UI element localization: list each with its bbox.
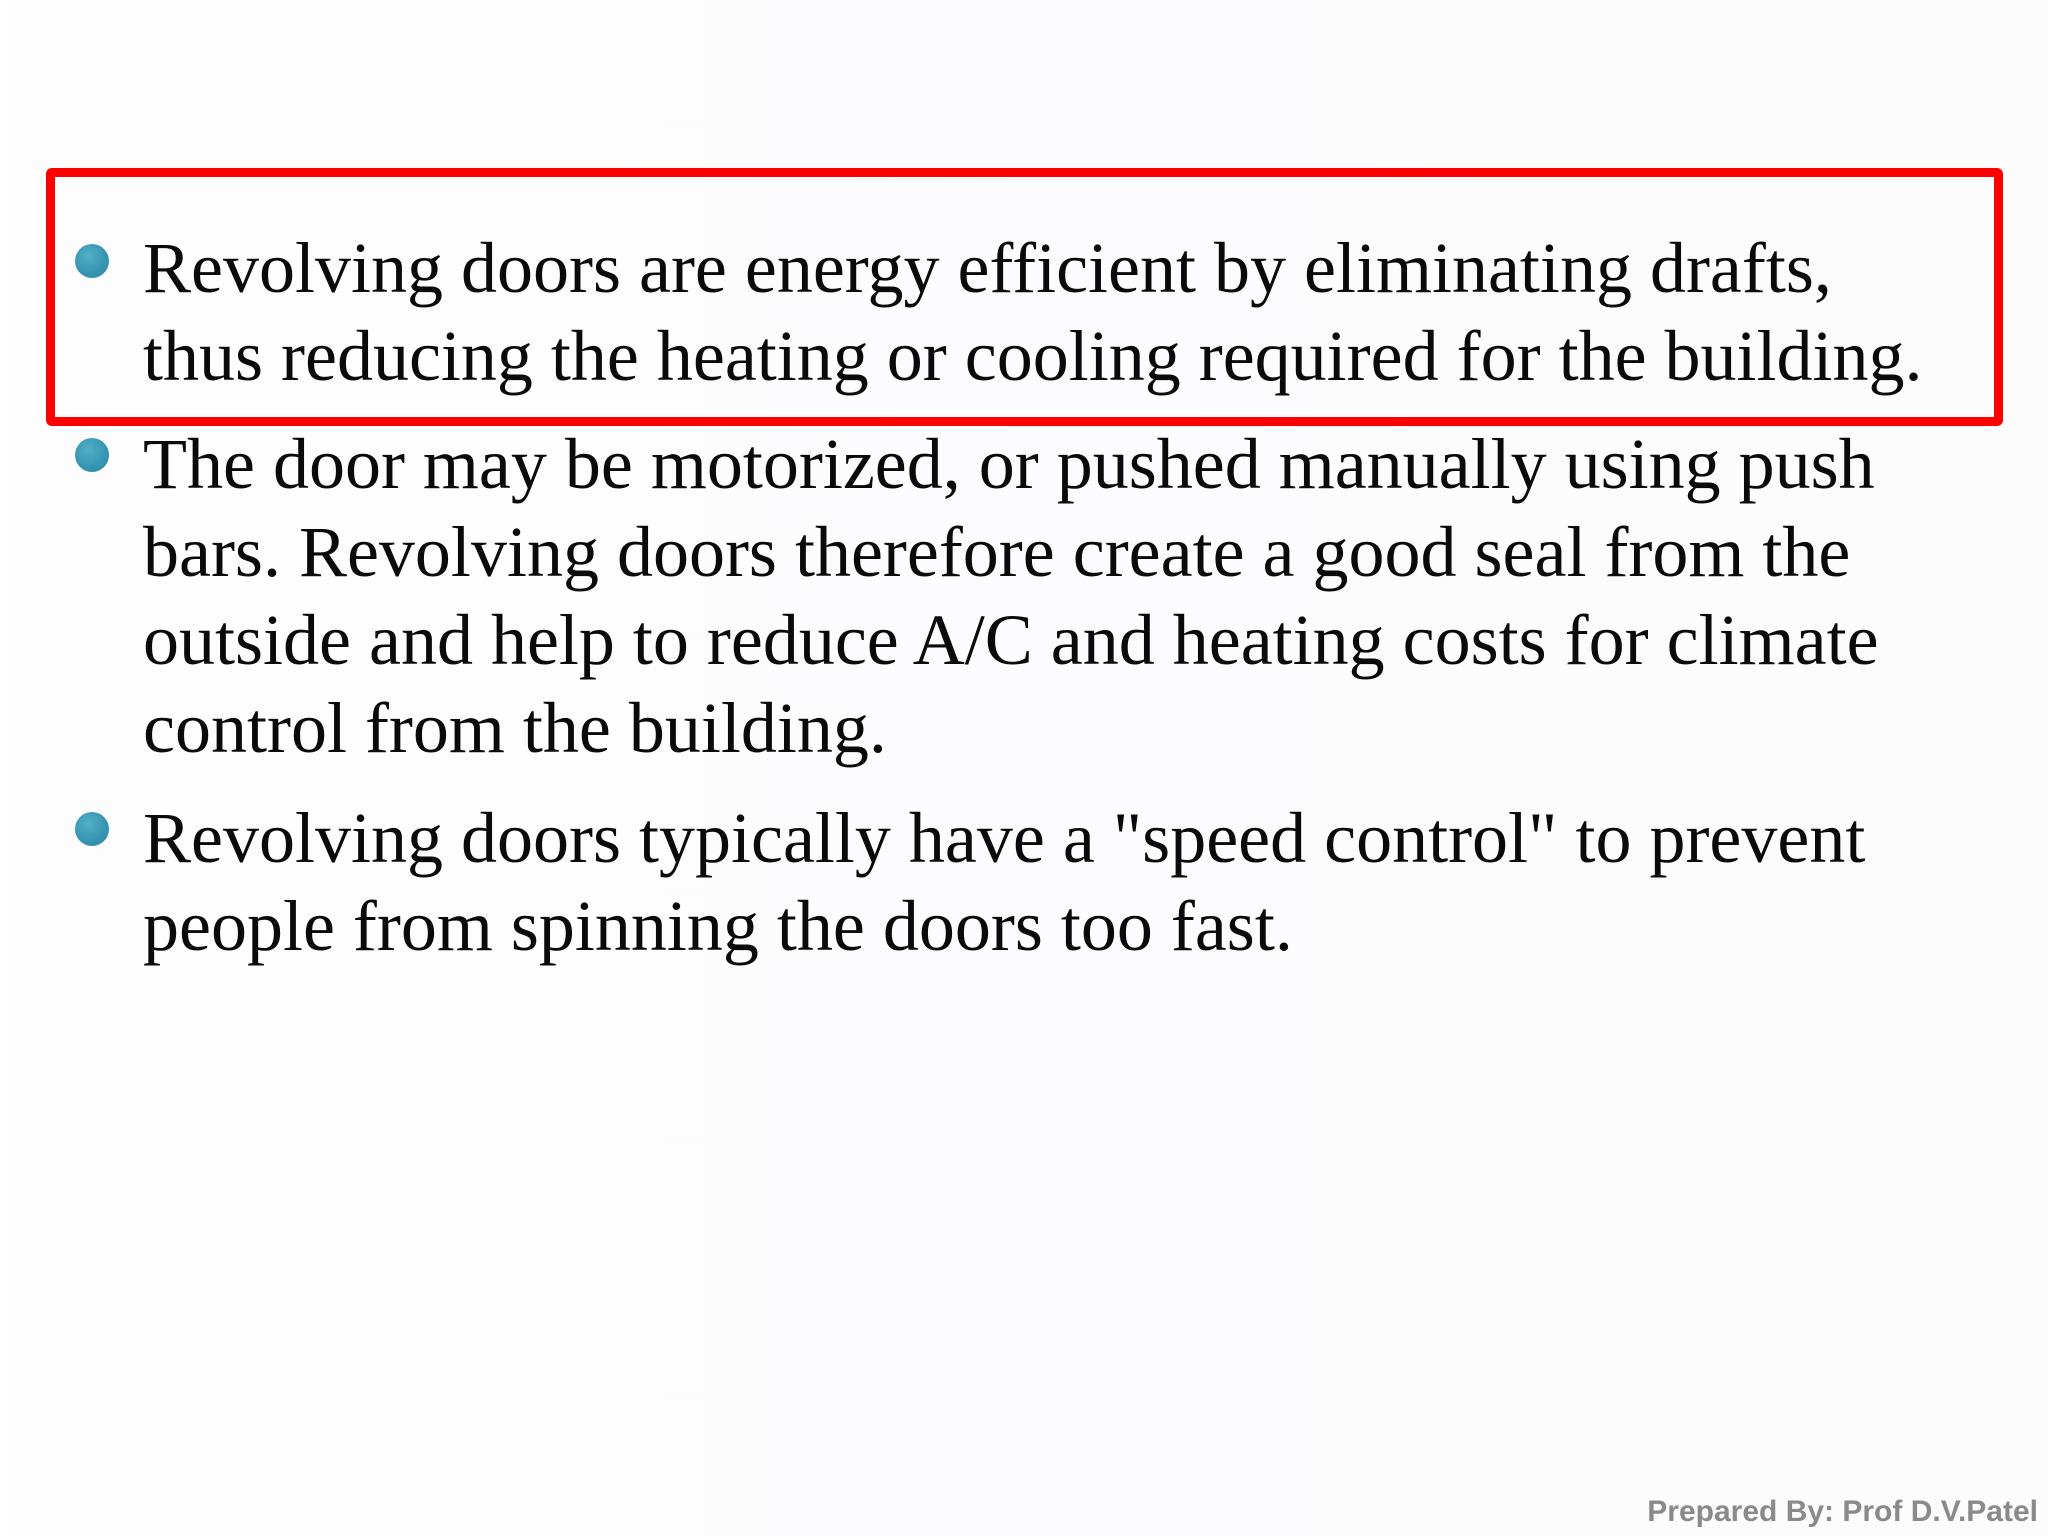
bullet-line: Revolving doors typically have a "speed control" to prevent xyxy=(143,798,1866,878)
bullet-line: people from spinning the doors too fast. xyxy=(143,886,1293,966)
bullet-line: Revolving doors are energy efficient by eliminating drafts, xyxy=(143,228,1832,308)
bullet-dot-icon xyxy=(75,244,109,278)
bullet-line: thus reducing the heating or cooling required for the building. xyxy=(143,316,1923,396)
bullet-line: outside and help to reduce A/C and heating costs for climate xyxy=(143,600,1879,680)
bullet-line: bars. Revolving doors therefore create a good seal from the xyxy=(143,512,1851,592)
bullet-text xyxy=(143,420,2023,772)
bullet-dot-icon xyxy=(75,812,109,846)
bullet-line: control from the building. xyxy=(143,688,887,768)
bullet-line: The door may be motorized, or pushed manually using push xyxy=(143,424,1875,504)
bullet-text xyxy=(143,224,2023,400)
bullet-text xyxy=(143,794,2023,970)
bullet-dot-icon xyxy=(75,438,109,472)
footer-credit: Prepared By: Prof D.V.Patel xyxy=(1647,1495,2038,1528)
